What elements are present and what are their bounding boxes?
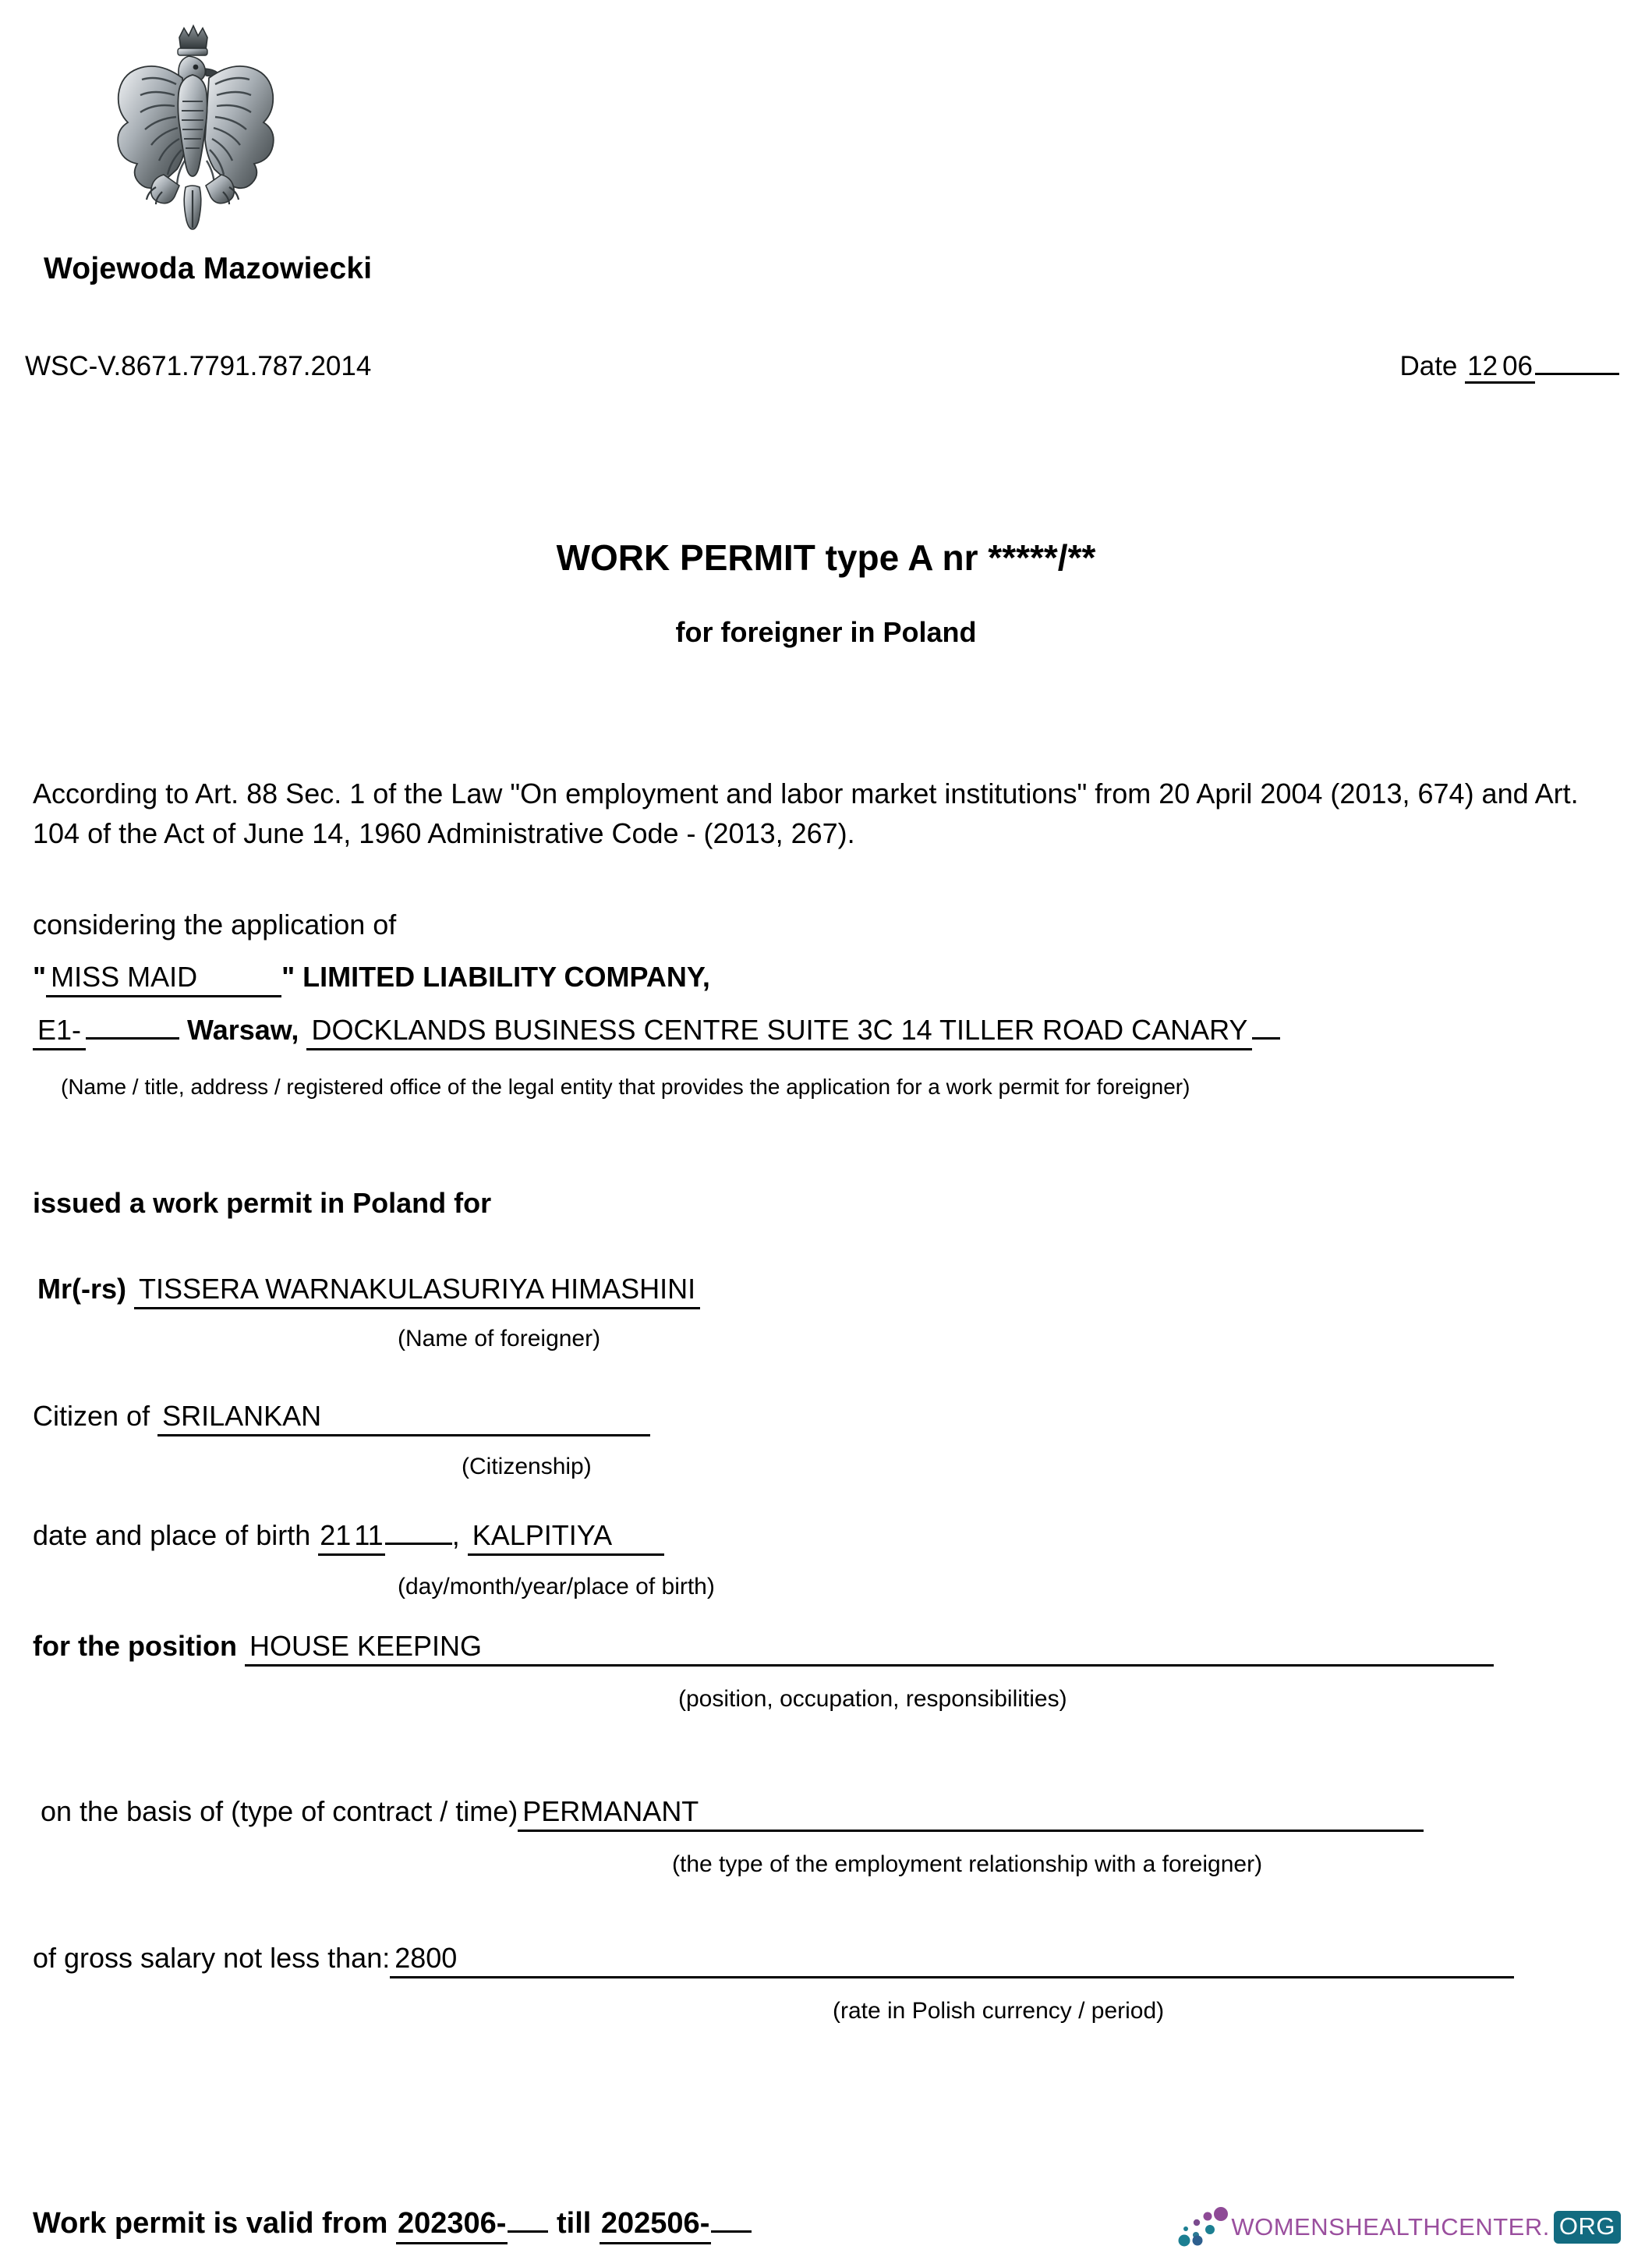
birth-comma: , [451, 1519, 460, 1551]
position-label: for the position [33, 1630, 237, 1662]
position-line [33, 1630, 1601, 1667]
date-day: 12 [1465, 351, 1500, 384]
quote-open: " [33, 961, 47, 993]
birth-month-value: 11 [352, 1519, 384, 1556]
salutation-label: Mr(-rs) [37, 1273, 126, 1305]
birth-place-value: KALPITIYA [468, 1519, 664, 1556]
citizen-label: Citizen of [33, 1400, 150, 1432]
page-subtitle: for foreigner in Poland [675, 616, 977, 648]
birth-label: date and place of birth [33, 1519, 311, 1551]
postal-code-blank [86, 1014, 179, 1040]
address-trailing-rule [1252, 1014, 1280, 1040]
issued-label: issued a work permit in Poland for [33, 1187, 492, 1219]
salary-value: 2800 [390, 1942, 1514, 1978]
salary-label: of gross salary not less than: [33, 1942, 391, 1974]
valid-till-value: 202506- [600, 2207, 711, 2244]
company-line [33, 961, 710, 997]
validity-line [33, 2205, 752, 2244]
position-value: HOUSE KEEPING [245, 1630, 1494, 1667]
logo-org-badge: ORG [1554, 2211, 1621, 2244]
date-year-blank [1535, 373, 1619, 375]
company-name-value: MISS MAID [46, 961, 281, 997]
contract-type-value: PERMANANT [518, 1795, 1424, 1832]
foreigner-name-value: TISSERA WARNAKULASURIYA HIMASHINI [134, 1273, 700, 1309]
birth-year-blank [385, 1519, 452, 1545]
company-city: Warsaw, [187, 1014, 299, 1046]
company-address-line [33, 1014, 1280, 1050]
salary-caption: (rate in Polish currency / period) [833, 1998, 1165, 2024]
till-label: till [557, 2207, 592, 2240]
valid-from-blank [508, 2205, 548, 2233]
contract-label: on the basis of (type of contract / time) [41, 1795, 518, 1827]
valid-till-blank [711, 2205, 752, 2233]
company-address-value: DOCKLANDS BUSINESS CENTRE SUITE 3C 14 TILLER ROAD CANARY [306, 1014, 1252, 1050]
foreigner-name-caption: (Name of foreigner) [398, 1326, 601, 1351]
birth-line [33, 1519, 664, 1556]
company-legal-form: LIMITED LIABILITY COMPANY, [302, 961, 710, 993]
validity-prefix: Work permit is valid from [33, 2207, 388, 2240]
birth-day-value: 21 [318, 1519, 352, 1556]
citizenship-line [33, 1400, 650, 1436]
date-label: Date [1399, 351, 1458, 381]
salary-line [33, 1942, 1601, 1978]
contract-line [41, 1795, 1600, 1832]
birth-caption: (day/month/year/place of birth) [398, 1574, 715, 1599]
postal-code-value: E1- [33, 1014, 86, 1050]
foreigner-name-line [37, 1273, 700, 1309]
company-caption: (Name / title, address / registered office of the legal entity that provides the application for a work permit for foreigner) [61, 1075, 1190, 1099]
logo-text: WOMENSHEALTHCENTER. [1231, 2213, 1550, 2241]
reference-number: WSC-V.8671.7791.787.2014 [25, 351, 372, 381]
date-field [1399, 351, 1619, 382]
page-title: WORK PERMIT type A nr *****/** [556, 537, 1096, 578]
logo-dots-icon [1178, 2205, 1229, 2249]
polish-eagle-emblem [108, 20, 278, 232]
quote-close: " [281, 961, 295, 993]
contract-caption: (the type of the employment relationship with a foreigner) [672, 1851, 1263, 1877]
date-month: 06 [1500, 351, 1535, 384]
issuing-authority: Wojewoda Mazowiecki [44, 252, 373, 285]
citizenship-caption: (Citizenship) [462, 1454, 592, 1479]
valid-from-value: 202306- [396, 2207, 508, 2244]
legal-basis-paragraph: According to Art. 88 Sec. 1 of the Law "On employment and labor market institutions" from 20 April 2004 (2013, 674) and Art. 104 of the Act of June 14, 1960 Administrative Code - (2013, 267). [33, 778, 1579, 850]
position-caption: (position, occupation, responsibilities) [678, 1686, 1067, 1712]
watermark-logo [1178, 2202, 1621, 2252]
considering-label: considering the application of [33, 909, 397, 940]
citizenship-value: SRILANKAN [157, 1400, 650, 1436]
